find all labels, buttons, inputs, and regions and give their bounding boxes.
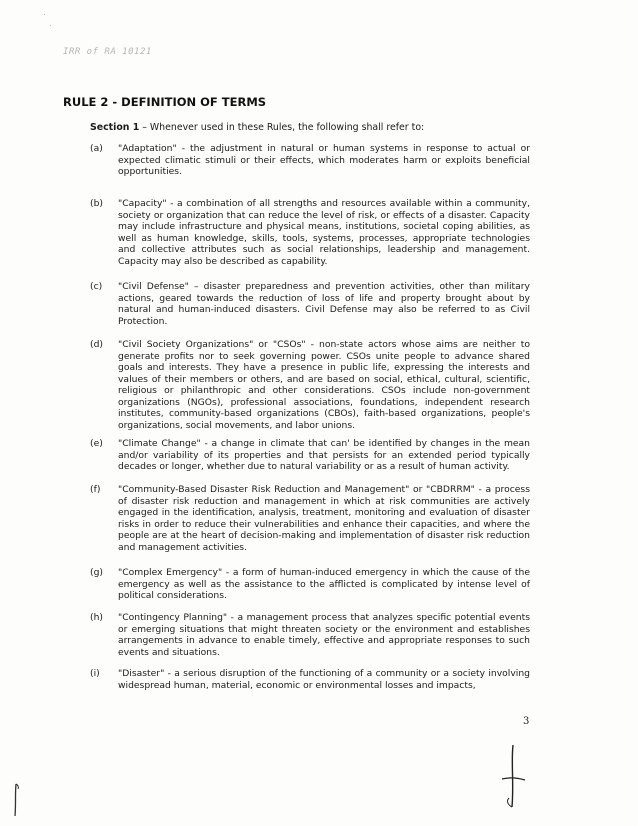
- section-text: – Whenever used in these Rules, the following shall refer to:: [139, 122, 425, 133]
- definition-letter: (f): [90, 484, 101, 495]
- definition-item: [90, 339, 530, 431]
- definition-text: "Adaptation" - the adjustment in natural or human systems in response to actual or expected climatic stimuli or their effects, which moderates harm or exploits beneficial opportunities.: [118, 143, 530, 177]
- scan-speck: [50, 25, 51, 26]
- page-number: 3: [523, 716, 530, 727]
- definition-item: [90, 612, 530, 658]
- definition-item: [90, 143, 530, 178]
- running-header: IRR of RA 10121: [63, 47, 152, 57]
- definition-item: [90, 198, 530, 267]
- section-intro: [90, 122, 424, 134]
- definition-item: [90, 484, 530, 553]
- definition-item: [90, 567, 530, 602]
- definition-item: [90, 668, 530, 691]
- definition-text: "Civil Society Organizations" or "CSOs" - non-state actors whose aims are neither to generate profits nor to seek governing power. CSOs unite people to advance shared goals and interests. They have a presence in public life, expressing the interests and values of their members or others, and are based on social, ethical, cultural, scientific, religious or philanthropic and other considerations. CSOs include non-government organizations (NGOs), professional associations, foundations, independent research institutes, community-based organizations (CBOs), faith-based organizations, people's organizations, social movements, and labor unions.: [118, 339, 530, 431]
- definition-letter: (b): [90, 198, 104, 209]
- definition-text: "Contingency Planning" - a management process that analyzes specific potential events or emerging situations that might threaten society or the environment and establishes arrangements in advance to enable timely, effective and appropriate responses to such events and situations.: [118, 612, 530, 658]
- definition-text: "Climate Change" - a change in climate that can' be identified by changes in the mean and/or variability of its properties and that persists for an extended period typically decades or longer, whether due to natural variability or as a result of human activity.: [118, 438, 530, 472]
- scan-speck: [44, 14, 45, 15]
- definition-text: "Complex Emergency" - a form of human-induced emergency in which the cause of the emergency as well as the assistance to the afflicted is complicated by intense level of political considerations.: [118, 567, 530, 601]
- definition-text: "Community-Based Disaster Risk Reduction and Management" or "CBDRRM" - a process of disaster risk reduction and management in which at risk communities are actively engaged in the identification, analysis, treatment, monitoring and evaluation of disaster risks in order to reduce their vulnerabilities and enhance their capacities, and where the people are at the heart of decision-making and implementation of disaster risk reduction and management activities.: [118, 484, 530, 553]
- definition-letter: (d): [90, 339, 104, 350]
- rule-title: RULE 2 - DEFINITION OF TERMS: [63, 95, 267, 109]
- definition-letter: (h): [90, 612, 103, 623]
- initials-mark: [498, 743, 528, 811]
- definition-letter: (c): [90, 281, 103, 292]
- definition-text: "Disaster" - a serious disruption of the functioning of a community or a society involving widespread human, material, economic or environmental losses and impacts,: [118, 668, 530, 691]
- definition-item: [90, 281, 530, 327]
- definition-text: "Capacity" - a combination of all strengths and resources available within a community, society or organization that can reduce the level of risk, or effects of a disaster. Capacity may include infrastructure and physical means, institutions, societal coping abilities, as well as human knowledge, skills, tools, systems, processes, appropriate technologies and collective attributes such as social relationships, leadership and management. Capacity may also be described as capability.: [118, 198, 530, 267]
- definition-letter: (g): [90, 567, 104, 578]
- pen-mark: [10, 782, 22, 818]
- definition-item: [90, 438, 530, 473]
- section-label: Section 1: [90, 122, 140, 133]
- definition-text: "Civil Defense" – disaster preparedness and prevention activities, other than military actions, geared towards the reduction of loss of life and property brought about by natural and human-induced disasters. Civil Defense may also be referred to as Civil Protection.: [118, 281, 530, 327]
- definition-letter: (e): [90, 438, 103, 449]
- definition-letter: (i): [90, 668, 100, 679]
- definition-letter: (a): [90, 143, 103, 154]
